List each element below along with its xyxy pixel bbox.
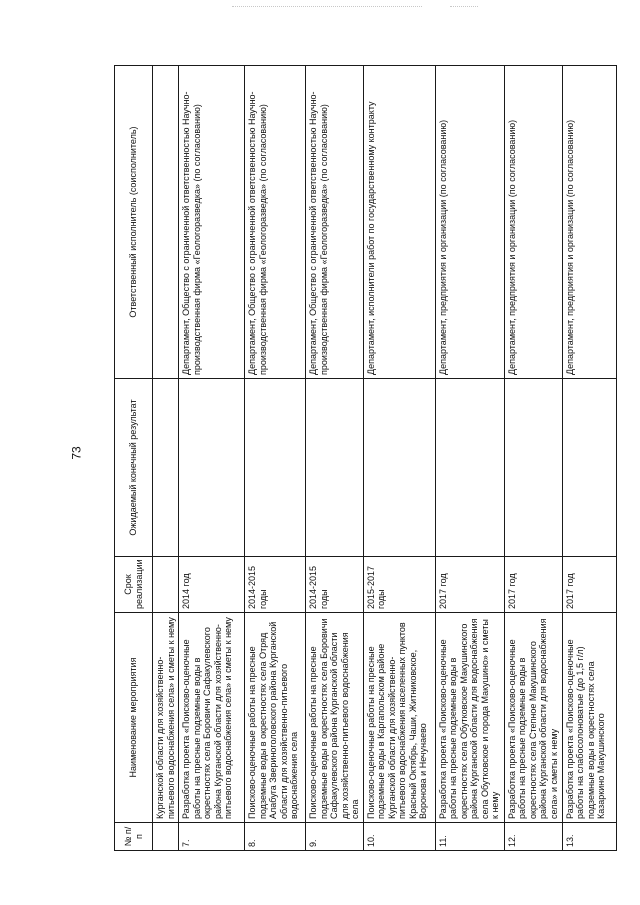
table-row <box>363 66 435 851</box>
cell-responsible: Департамент, предприятия и организации (по согласованию) <box>562 66 616 379</box>
cell-term: 2014 год <box>179 557 245 613</box>
rotated-table-container <box>114 66 607 851</box>
cell-term <box>153 557 179 613</box>
cell-responsible: Департамент, предприятия и организации (по согласованию) <box>504 66 562 379</box>
cell-result <box>504 379 562 557</box>
cell-term: 2017 год <box>504 557 562 613</box>
cell-result <box>153 379 179 557</box>
header-responsible: Ответственный исполнитель (соисполнитель) <box>115 66 153 379</box>
header-term: Срок реализации <box>115 557 153 613</box>
table-row <box>504 66 562 851</box>
cell-name: Курганской области для хозяйственно-питьевого водоснабжения села» и сметы к нему <box>153 613 179 823</box>
table-row <box>179 66 245 851</box>
page-number: 73 <box>69 446 84 460</box>
table-row <box>562 66 616 851</box>
cell-result <box>435 379 504 557</box>
cell-num: 12. <box>504 823 562 851</box>
cell-name: Поисково-оценочные работы на пресные подземные воды в окрестностях села Боровичи Сафакулевского района Курганской области для хозяйственно-питьевого водоснабжения села <box>306 613 364 823</box>
measures-table <box>114 65 617 851</box>
cell-num: 9. <box>306 823 364 851</box>
cell-result <box>179 379 245 557</box>
cell-num: 7. <box>179 823 245 851</box>
cell-num: 13. <box>562 823 616 851</box>
cell-responsible: Департамент, Общество с ограниченной ответственностью Научно-производственная фирма «Геологоразведка» (по согласованию) <box>245 66 306 379</box>
cell-term: 2015-2017 годы <box>363 557 435 613</box>
cell-name: Разработка проекта «Поисково-оценочные работы на слабосолоноватые (до 1,5 г/л) подземные воды в окрестностях села Казаркино Макушинского <box>562 613 616 823</box>
header-num: № п/п <box>115 823 153 851</box>
cell-result <box>306 379 364 557</box>
cell-responsible: Департамент, Общество с ограниченной ответственностью Научно-производственная фирма «Геологоразведка» (по согласованию) <box>306 66 364 379</box>
cell-num <box>153 823 179 851</box>
measures-table-wrapper <box>114 66 607 851</box>
table-row <box>435 66 504 851</box>
scan-artifact <box>232 6 422 9</box>
cell-term: 2017 год <box>435 557 504 613</box>
cell-num: 8. <box>245 823 306 851</box>
cell-result <box>245 379 306 557</box>
table-header-row <box>115 66 153 851</box>
header-result: Ожидаемый конечный результат <box>115 379 153 557</box>
cell-responsible: Департамент, Общество с ограниченной ответственностью Научно-производственная фирма «Геологоразведка» (по согласованию) <box>179 66 245 379</box>
cell-name: Поисково-оценочные работы на пресные подземные воды в окрестностях села Отряд Алабуга Звериноголовского района Курганской области для хозяйственно-питьевого водоснабжения села <box>245 613 306 823</box>
cell-term: 2017 год <box>562 557 616 613</box>
cell-num: 10. <box>363 823 435 851</box>
table-row-continuation <box>153 66 179 851</box>
cell-name: Поисково-оценочные работы на пресные подземные воды в Каргапольском районе Курганской области для хозяйственно-питьевого водоснабжения населенных пунктов Красный Октябрь, Чаши, Житниковское, Воронова и Нечунаево <box>363 613 435 823</box>
table-row <box>306 66 364 851</box>
cell-term: 2014-2015 годы <box>245 557 306 613</box>
cell-term: 2014-2015 годы <box>306 557 364 613</box>
cell-result <box>363 379 435 557</box>
table-row <box>245 66 306 851</box>
cell-num: 11. <box>435 823 504 851</box>
cell-result <box>562 379 616 557</box>
cell-responsible <box>153 66 179 379</box>
header-name: Наименование мероприятия <box>115 613 153 823</box>
cell-name: Разработка проекта «Поисково-оценочные работы на пресные подземные воды в окрестностях села Обутковское Макушинского района Курганской области для водоснабжения села Обутковское и города Макушино» и сметы к нему <box>435 613 504 823</box>
scan-artifact <box>450 6 478 9</box>
cell-responsible: Департамент, исполнители работ по государственному контракту <box>363 66 435 379</box>
cell-name: Разработка проекта «Поисково-оценочные работы на пресные подземные воды в окрестностях села Степное Макушинского района Курганской области для водоснабжения села» и сметы к нему <box>504 613 562 823</box>
cell-name: Разработка проекта «Поисково-оценочные работы на пресные подземные воды в окрестностях села Боровичи Сафакулевского района Курганской области для хозяйственно-питьевого водоснабжения села» и сметы к нему <box>179 613 245 823</box>
cell-responsible: Департамент, предприятия и организации (по согласованию) <box>435 66 504 379</box>
